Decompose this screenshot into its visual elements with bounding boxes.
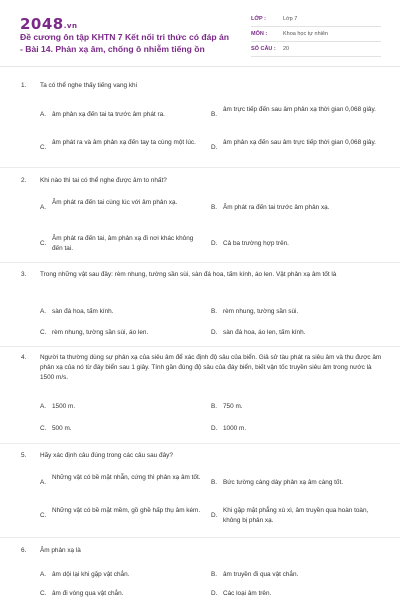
- question-text: Người ta thường dùng sự phản xạ của siêu âm để xác định độ sâu của biển. Giả sử tàu phát ra siêu âm và thu được âm phản xạ của nó từ đáy biển sau 1 giây. Tính gần đúng độ sâu của đáy biển, biết vận tốc truyền siêu âm trong nước là 1500 m/s.: [40, 354, 382, 381]
- option-text: Khi gặp mặt phẳng xù xì, âm truyền qua hoàn toàn, không bị phản xạ.: [223, 507, 369, 524]
- question-number: 3.: [21, 271, 27, 278]
- option-letter: C.: [40, 329, 47, 336]
- question-divider: [0, 537, 400, 538]
- option-letter: C.: [40, 512, 47, 519]
- option-letter: C.: [40, 590, 47, 597]
- question-divider: [0, 167, 400, 168]
- option-letter: C.: [40, 144, 47, 151]
- option-text: Bức tường càng dày phản xạ âm càng tốt.: [223, 479, 344, 486]
- option-text: 1500 m.: [52, 403, 76, 410]
- question-number: 5.: [21, 452, 27, 459]
- document-title: Đề cương ôn tập KHTN 7 Kết nối tri thức có đáp án - Bài 14. Phản xạ âm, chống ô nhiễm tiếng ồn: [20, 32, 230, 54]
- question-number: 2.: [21, 177, 27, 184]
- question-text: Hãy xác định câu đúng trong các câu sau đây?: [40, 452, 173, 459]
- option-letter: B.: [211, 111, 218, 118]
- option-letter: C.: [40, 240, 47, 247]
- option-text: âm phản xạ đến sau âm trực tiếp thời gian 0,068 giây.: [223, 139, 376, 146]
- option-letter: B.: [211, 403, 218, 410]
- option-text: âm dội lại khi gặp vật chắn.: [52, 571, 130, 578]
- header-divider: [0, 66, 400, 67]
- question-divider: [0, 262, 400, 263]
- option-text: Những vật có bề mặt mềm, gồ ghề hấp thụ âm kém.: [52, 507, 201, 514]
- question-number: 6.: [21, 547, 27, 554]
- info-label: MÔN :: [251, 31, 268, 37]
- question-number: 4.: [21, 354, 27, 361]
- question-text: Trong những vật sau đây: rèm nhung, tường sần sùi, sàn đá hoa, tấm kính, áo len. Vật phản xạ âm tốt là: [40, 271, 337, 278]
- option-text: 500 m.: [52, 425, 72, 432]
- option-text: âm phát ra và âm phản xạ đến tay ta cùng một lúc.: [52, 139, 196, 146]
- option-text: 750 m.: [223, 403, 243, 410]
- option-letter: A.: [40, 403, 47, 410]
- logo-main: 2048: [20, 15, 64, 33]
- info-table: [251, 12, 381, 57]
- option-letter: A.: [40, 571, 47, 578]
- option-text: sàn đá hoa, tấm kính.: [52, 308, 114, 315]
- option-text: Các loại âm trên.: [223, 590, 272, 597]
- info-value: Lớp 7: [283, 16, 298, 22]
- info-row-subject: [251, 27, 381, 42]
- question-divider: [0, 443, 400, 444]
- info-value: 20: [283, 46, 290, 52]
- option-letter: B.: [211, 204, 218, 211]
- option-text: rèm nhung, tường sần sùi, áo len.: [52, 329, 149, 336]
- info-row-class: [251, 12, 381, 27]
- question-text: Khi nào thì tai có thể nghe được âm to nhất?: [40, 177, 167, 184]
- site-logo[interactable]: [20, 14, 77, 33]
- option-text: âm đi vòng qua vật chắn.: [52, 590, 124, 597]
- option-letter: D.: [211, 590, 218, 597]
- option-text: âm truyền đi qua vật chắn.: [223, 571, 299, 578]
- question-divider: [0, 346, 400, 347]
- option-text: Những vật có bề mặt nhẵn, cứng thì phản xạ âm tốt.: [52, 474, 201, 481]
- option-text: Âm phát ra đến tai, âm phản xạ đi nơi khác không đến tai.: [52, 235, 194, 252]
- question-text: Ta có thể nghe thấy tiếng vang khi: [40, 82, 137, 89]
- option-letter: D.: [211, 512, 218, 519]
- option-text: rèm nhung, tường sần sùi.: [223, 308, 299, 315]
- option-text: Âm phát ra đến tai trước âm phản xạ.: [223, 204, 330, 211]
- option-letter: A.: [40, 479, 47, 486]
- option-text: Âm phát ra đến tai cùng lúc với âm phản xạ.: [52, 199, 178, 206]
- info-row-count: [251, 42, 381, 57]
- option-letter: A.: [40, 111, 47, 118]
- option-text: âm phản xạ đến tai ta trước âm phát ra.: [52, 111, 165, 118]
- option-letter: B.: [211, 479, 218, 486]
- logo-suffix: .vn: [63, 22, 78, 30]
- document-header: [0, 0, 400, 70]
- option-letter: B.: [211, 308, 218, 315]
- question-number: 1.: [21, 82, 27, 89]
- option-letter: D.: [211, 240, 218, 247]
- option-letter: C.: [40, 425, 47, 432]
- option-text: 1000 m.: [223, 425, 247, 432]
- option-letter: D.: [211, 425, 218, 432]
- option-letter: A.: [40, 308, 47, 315]
- option-letter: D.: [211, 144, 218, 151]
- option-letter: B.: [211, 571, 218, 578]
- option-text: sàn đá hoa, áo len, tấm kính.: [223, 329, 306, 336]
- info-label: LỚP :: [251, 16, 266, 22]
- option-text: âm trực tiếp đến sau âm phản xạ thời gian 0,068 giây.: [223, 106, 376, 113]
- info-value: Khoa học tự nhiên: [283, 31, 328, 37]
- info-label: SỐ CÂU :: [251, 46, 276, 52]
- option-letter: A.: [40, 204, 47, 211]
- question-text: Âm phản xạ là: [40, 547, 81, 554]
- option-text: Cả ba trường hợp trên.: [223, 240, 289, 247]
- option-letter: D.: [211, 329, 218, 336]
